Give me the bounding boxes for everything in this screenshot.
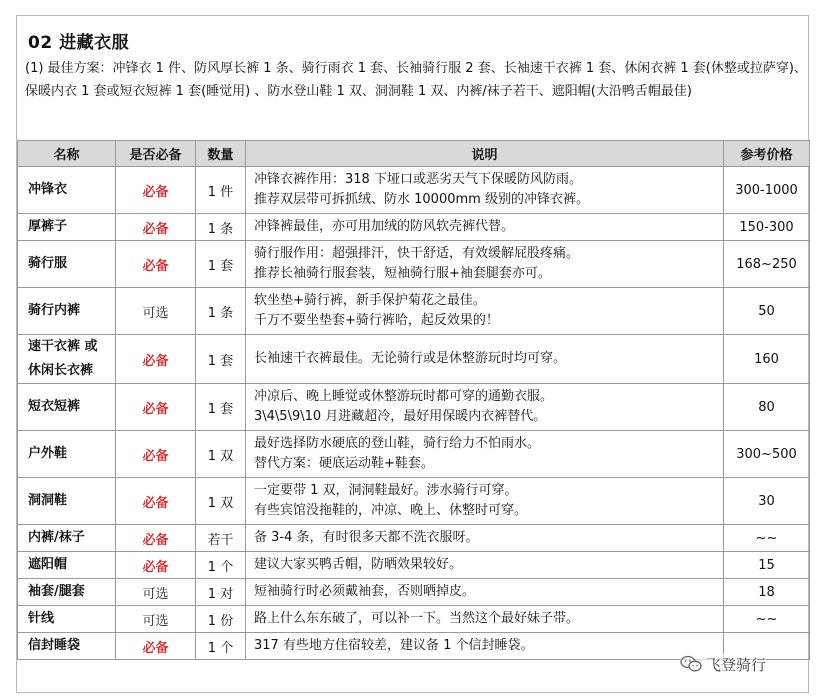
description	[246, 214, 724, 241]
reference-price: ~~	[724, 606, 810, 633]
quantity: 1 份	[196, 606, 246, 633]
page-title: 02 进藏衣服	[28, 33, 130, 53]
quantity: 1 双	[196, 478, 246, 525]
reference-price: 160	[724, 335, 810, 384]
description	[246, 167, 724, 214]
description-line: 317 有些地方住宿较差，建议备 1 个信封睡袋。	[254, 638, 534, 653]
quantity: 1 件	[196, 167, 246, 214]
description	[246, 335, 724, 384]
item-name-text: 针线	[28, 611, 55, 626]
header-price: 参考价格	[724, 141, 810, 167]
item-name-text-line2: 休闲长衣裤	[28, 363, 94, 378]
description-line: 建议大家买鸭舌帽，防晒效果较好。	[254, 557, 463, 572]
required-status: 必备	[116, 214, 196, 241]
table-body	[18, 167, 810, 660]
description	[246, 431, 724, 478]
item-name	[18, 241, 116, 288]
item-name-text: 内裤/袜子	[28, 530, 85, 545]
description	[246, 478, 724, 525]
reference-price: 300~500	[724, 431, 810, 478]
reference-price: 168~250	[724, 241, 810, 288]
quantity: 1 个	[196, 633, 246, 660]
description-line: 冲凉后、晚上睡觉或休整游玩时都可穿的通勤衣服。	[254, 389, 554, 404]
description	[246, 633, 724, 660]
reference-price: 30	[724, 478, 810, 525]
reference-price: 80	[724, 384, 810, 431]
item-name	[18, 552, 116, 579]
required-status: 必备	[116, 478, 196, 525]
watermark	[680, 654, 766, 674]
description-line: 路上什么东东破了，可以补一下。当然这个最好妹子带。	[254, 611, 580, 626]
table-row	[18, 384, 810, 431]
required-status: 必备	[116, 633, 196, 660]
description-line: 骑行服作用：超强排汗，快干舒适，有效缓解屁股疼痛。	[254, 246, 580, 261]
watermark-text: 飞登骑行	[706, 655, 767, 674]
item-name	[18, 288, 116, 335]
description-line: 冲锋裤最佳，亦可用加绒的防风软壳裤代替。	[254, 219, 515, 234]
table-row	[18, 579, 810, 606]
required-status: 必备	[116, 552, 196, 579]
reference-price: 300-1000	[724, 167, 810, 214]
quantity: 1 条	[196, 214, 246, 241]
description-line: 有些宾馆没拖鞋的，冲凉、晚上、休整时可穿。	[254, 503, 528, 518]
item-name-text: 洞洞鞋	[28, 493, 68, 508]
description	[246, 579, 724, 606]
header-desc: 说明	[246, 141, 724, 167]
item-name-text: 厚裤子	[28, 219, 68, 234]
item-name	[18, 525, 116, 552]
required-status: 可选	[116, 579, 196, 606]
item-name	[18, 606, 116, 633]
table-row	[18, 478, 810, 525]
quantity: 若干	[196, 525, 246, 552]
description	[246, 241, 724, 288]
item-name-text: 短衣短裤	[28, 399, 81, 414]
quantity: 1 套	[196, 241, 246, 288]
header-required: 是否必备	[116, 141, 196, 167]
description	[246, 606, 724, 633]
item-name	[18, 633, 116, 660]
item-name	[18, 579, 116, 606]
description	[246, 552, 724, 579]
reference-price: 15	[724, 552, 810, 579]
quantity: 1 双	[196, 431, 246, 478]
item-name	[18, 431, 116, 478]
item-name-text: 遮阳帽	[28, 557, 68, 572]
required-status: 必备	[116, 167, 196, 214]
item-name-text: 骑行内裤	[28, 303, 81, 318]
quantity: 1 套	[196, 384, 246, 431]
table-row	[18, 335, 810, 384]
item-name-text: 户外鞋	[28, 446, 68, 461]
required-status: 可选	[116, 606, 196, 633]
item-name	[18, 214, 116, 241]
description-line: 备 3-4 条，有时很多天都不洗衣服呀。	[254, 530, 479, 545]
table-row	[18, 288, 810, 335]
table-row	[18, 431, 810, 478]
description-line: 推荐长袖骑行服套装，短袖骑行服+袖套腿套亦可。	[254, 266, 551, 281]
item-name-text: 袖套/腿套	[28, 584, 85, 599]
quantity: 1 对	[196, 579, 246, 606]
description-line: 一定要带 1 双，洞洞鞋最好。涉水骑行可穿。	[254, 483, 518, 498]
description-line: 替代方案：硬底运动鞋+鞋套。	[254, 456, 434, 471]
table-header-row	[18, 141, 810, 167]
item-name-text: 信封睡袋	[28, 638, 81, 653]
clothing-table	[17, 140, 810, 660]
table-row	[18, 552, 810, 579]
item-name-text: 速干衣裤 或	[28, 339, 98, 354]
table-row	[18, 525, 810, 552]
quantity: 1 套	[196, 335, 246, 384]
wechat-icon	[680, 655, 702, 673]
required-status: 必备	[116, 525, 196, 552]
description-line: 短袖骑行时必须戴袖套，否则晒掉皮。	[254, 584, 476, 599]
table-row	[18, 167, 810, 214]
description	[246, 288, 724, 335]
description	[246, 525, 724, 552]
item-name	[18, 167, 116, 214]
item-name	[18, 335, 116, 384]
quantity: 1 条	[196, 288, 246, 335]
table-row	[18, 214, 810, 241]
table-row	[18, 606, 810, 633]
reference-price: ~~	[724, 525, 810, 552]
item-name-text: 冲锋衣	[28, 182, 68, 197]
header-qty: 数量	[196, 141, 246, 167]
item-name-text: 骑行服	[28, 256, 68, 271]
description-line: 长袖速干衣裤最佳。无论骑行或是休整游玩时均可穿。	[254, 351, 567, 366]
required-status: 必备	[116, 335, 196, 384]
required-status: 可选	[116, 288, 196, 335]
reference-price: 150-300	[724, 214, 810, 241]
table-row	[18, 241, 810, 288]
description-line: 最好选择防水硬底的登山鞋，骑行给力不怕雨水。	[254, 436, 541, 451]
description	[246, 384, 724, 431]
description-line: 冲锋衣裤作用：318 下垭口或恶劣天气下保暖防风防雨。	[254, 172, 582, 187]
required-status: 必备	[116, 384, 196, 431]
reference-price: 50	[724, 288, 810, 335]
item-name	[18, 384, 116, 431]
required-status: 必备	[116, 431, 196, 478]
header-name: 名称	[18, 141, 116, 167]
description-line: 软坐垫+骑行裤，新手保护菊花之最佳。	[254, 293, 486, 308]
item-name	[18, 478, 116, 525]
description-line: 推荐双层带可拆抓绒、防水 10000mm 级别的冲锋衣裤。	[254, 192, 589, 207]
reference-price: 18	[724, 579, 810, 606]
quantity: 1 个	[196, 552, 246, 579]
required-status: 必备	[116, 241, 196, 288]
description-line: 3\4\5\9\10 月进藏超冷，最好用保暖内衣裤替代。	[254, 409, 547, 424]
description-line: 千万不要坐垫套+骑行裤哈，起反效果的！	[254, 313, 499, 328]
intro-paragraph: (1) 最佳方案：冲锋衣 1 件、防风厚长裤 1 条、骑行雨衣 1 套、长袖骑行服 2 套、长袖速干衣裤 1 套、休闲衣裤 1 套(休整或拉萨穿)、保暖内衣 1 套或短衣短裤 1 套(睡觉用) 、防水登山鞋 1 双、洞洞鞋 1 双、内裤/袜子若干、遮阳帽(大沿鸭舌帽最佳)	[25, 61, 807, 99]
